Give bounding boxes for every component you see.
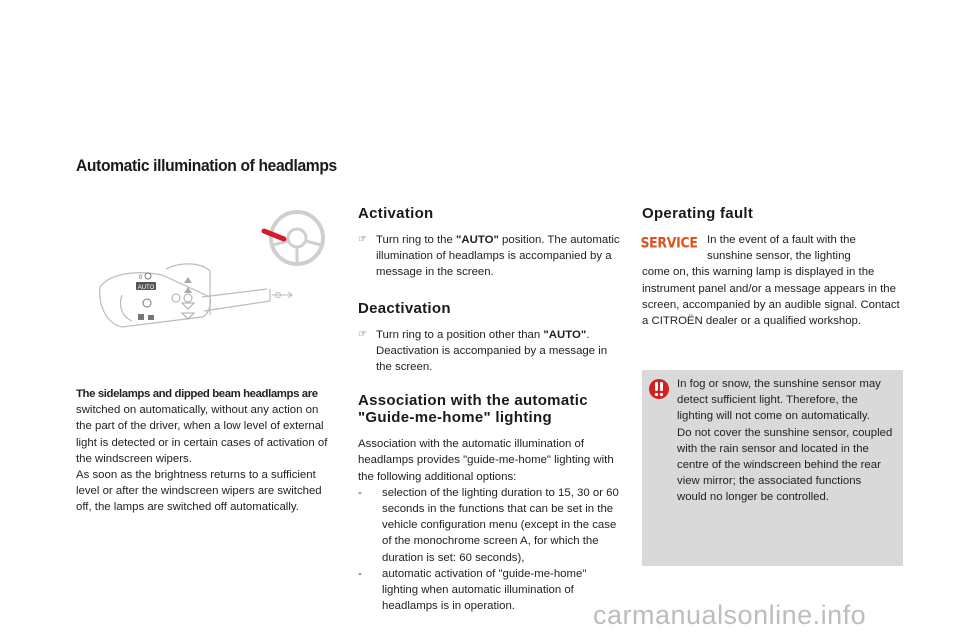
- list-item: - automatic activation of "guide-me-home" lighting when automatic illumination of headlamps is in operation.: [358, 567, 587, 613]
- warning-notice: [642, 370, 903, 566]
- pointing-hand-icon: ☞: [358, 328, 367, 340]
- fault-text-rest: come on, this warning lamp is displayed in the instrument panel and/or a message appears in the screen, accompanied by an audible signal. Contact a CITROËN dealer or a qualified workshop.: [642, 266, 900, 328]
- lighting-stalk-illustration: [92, 205, 352, 355]
- warning-icon: [648, 378, 670, 400]
- activation-heading: Activation: [358, 205, 434, 222]
- deactivation-item: ☞ Turn ring to a position other than "AUTO". Deactivation is accompanied by a message in the screen.: [358, 328, 608, 374]
- service-warning-icon: SERVICE: [640, 233, 698, 251]
- stalk-marker: [264, 231, 284, 239]
- pointing-hand-icon: ☞: [358, 234, 367, 245]
- notice-paragraph-1: In fog or snow, the sunshine sensor may detect sufficient light. Therefore, the lighting will not come on automatically.: [677, 378, 881, 423]
- association-heading: Association with the automatic "Guide-me-home" lighting: [358, 392, 588, 427]
- operating-fault-heading: Operating fault: [642, 205, 754, 222]
- watermark: carmanualsonline.info: [593, 600, 867, 630]
- svg-text:AUTO: AUTO: [137, 285, 155, 291]
- stalk-controls: [136, 273, 292, 320]
- svg-text:0: 0: [139, 275, 143, 281]
- right-column: [642, 205, 904, 329]
- intro-body-2: As soon as the brightness returns to a sufficient level or after the windscreen wipers are switched off, the lamps are switched off automatically.: [76, 469, 322, 514]
- intro-lead: The sidelamps and dipped beam headlamps are: [76, 388, 318, 400]
- steering-wheel-icon: [264, 212, 323, 264]
- activation-item: ☞ Turn ring to the "AUTO" position. The automatic illumination of headlamps is accompanied by a message in the screen.: [358, 234, 620, 279]
- intro-paragraph: [76, 386, 328, 516]
- auto-keyword: "AUTO": [543, 328, 587, 341]
- notice-paragraph-2: Do not cover the sunshine sensor, coupled with the rain sensor and located in the centre of the windscreen behind the rear view mirror; the associated functions would no longer be controlled.: [677, 426, 893, 504]
- middle-column: [358, 205, 620, 614]
- auto-keyword: "AUTO": [456, 234, 499, 246]
- association-intro: Association with the automatic illumination of headlamps provides "guide-me-home" lighting with the following additional options:: [358, 438, 614, 483]
- list-item: - selection of the lighting duration to 15, 30 or 60 seconds in the functions that can be set in the vehicle configuration menu (except in the case of the monochrome screen A, for which the duration is set: 60 seconds),: [358, 486, 619, 564]
- page-title: Automatic illumination of headlamps: [76, 156, 337, 175]
- fault-text-first: In the event of a fault with the sunshine sensor, the lighting: [707, 234, 856, 263]
- deactivation-heading: Deactivation: [358, 299, 451, 317]
- intro-body: switched on automatically, without any action on the part of the driver, when a low level of external light is detected or in certain cases of activation of the windscreen wipers.: [76, 404, 328, 465]
